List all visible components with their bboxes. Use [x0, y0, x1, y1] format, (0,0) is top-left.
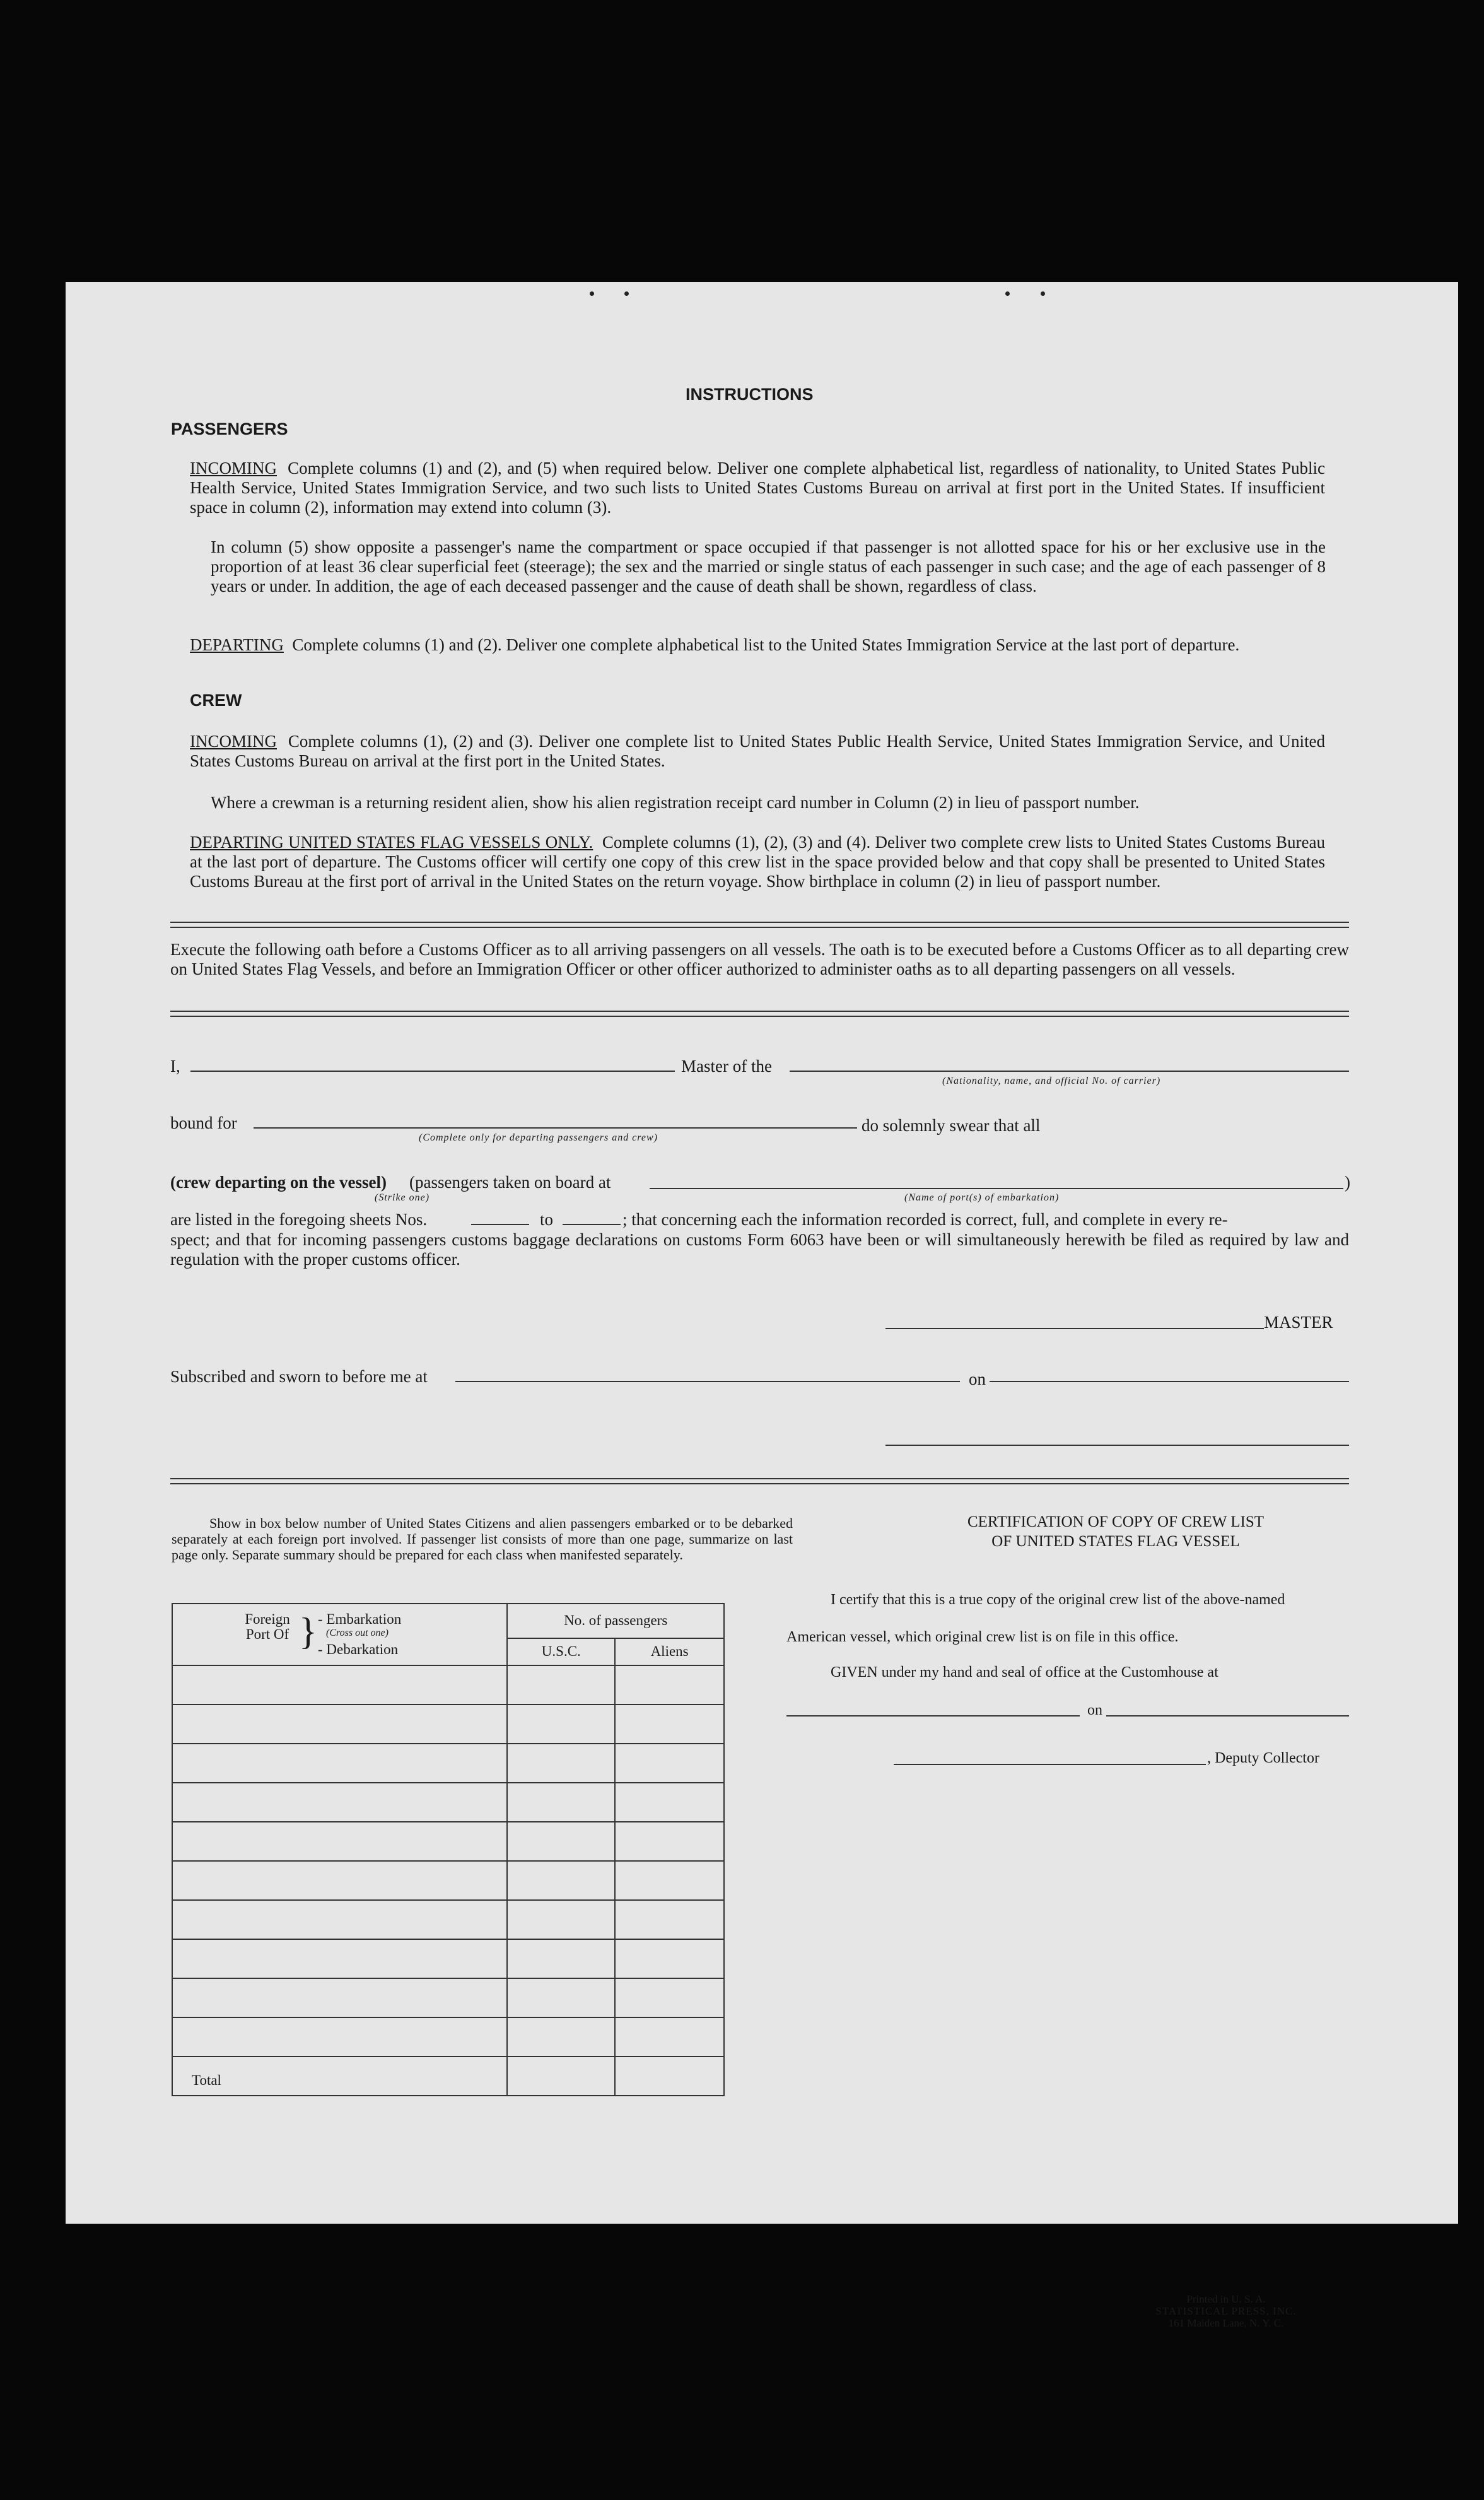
aliens-cell[interactable]	[615, 2017, 724, 2057]
aliens-header: Aliens	[615, 1638, 724, 1665]
port-cell[interactable]	[172, 1705, 507, 1744]
scan-speck	[1005, 291, 1010, 296]
passengers-incoming-paragraph	[190, 459, 1325, 517]
crew-departing-option[interactable]: (crew departing on the vessel)	[170, 1173, 387, 1192]
certification-title	[785, 1512, 1447, 1551]
embarkation-label: - Embarkation	[318, 1611, 402, 1627]
oath-i-label: I,	[170, 1057, 180, 1076]
foreign-port-of: Foreign Port Of	[245, 1611, 290, 1642]
aliens-cell[interactable]	[615, 1705, 724, 1744]
usc-cell[interactable]	[507, 1939, 615, 1978]
subscribed-label: Subscribed and sworn to before me at	[170, 1367, 428, 1386]
sworn-date-field[interactable]	[990, 1381, 1349, 1382]
crew-resident-paragraph: Where a crewman is a returning resident alien, show his alien registration receipt card number in Column (2) in lieu of passport number.	[211, 793, 1140, 812]
certification-on: on	[1087, 1702, 1102, 1718]
certification-text-1: I certify that this is a true copy of the original crew list of the above-named	[831, 1592, 1285, 1608]
table-row	[172, 1744, 724, 1783]
port-note: (Name of port(s) of embarkation)	[904, 1192, 1060, 1203]
sworn-place-field[interactable]	[455, 1381, 960, 1382]
crew-departing-label: DEPARTING UNITED STATES FLAG VESSELS ONLY.	[190, 833, 593, 852]
port-cell[interactable]	[172, 1744, 507, 1783]
usc-cell[interactable]	[507, 1900, 615, 1939]
scan-speck	[1041, 291, 1045, 296]
sheet-from-field[interactable]	[471, 1224, 529, 1225]
listed-text-a: are listed in the foregoing sheets Nos.	[170, 1210, 428, 1229]
double-rule	[170, 922, 1349, 928]
table-row	[172, 1939, 724, 1978]
listed-to: to	[540, 1210, 554, 1229]
passengers-taken-option[interactable]: (passengers taken on board at	[409, 1173, 611, 1192]
strike-note: (Strike one)	[375, 1192, 430, 1203]
scan-speck	[624, 291, 629, 296]
close-paren: )	[1345, 1173, 1350, 1192]
crew-incoming-paragraph	[190, 732, 1325, 771]
certification-title-1: CERTIFICATION OF COPY OF CREW LIST	[967, 1513, 1265, 1530]
certification-date-field[interactable]	[1106, 1715, 1349, 1717]
deputy-collector-label: , Deputy Collector	[1207, 1750, 1319, 1766]
usc-cell[interactable]	[507, 1744, 615, 1783]
port-cell[interactable]	[172, 1783, 507, 1822]
bound-note: (Complete only for departing passengers and crew)	[419, 1132, 658, 1143]
aliens-cell[interactable]	[615, 1978, 724, 2017]
usc-cell[interactable]	[507, 1783, 615, 1822]
port-cell[interactable]	[172, 2017, 507, 2057]
usc-cell[interactable]	[507, 1705, 615, 1744]
port-cell[interactable]	[172, 1978, 507, 2017]
swear-text: do solemnly swear that all	[862, 1116, 1041, 1135]
master-label: MASTER	[1264, 1313, 1333, 1332]
certification-title-2: OF UNITED STATES FLAG VESSEL	[991, 1533, 1240, 1550]
master-signature-field[interactable]	[885, 1328, 1264, 1329]
port-cell[interactable]	[172, 1822, 507, 1861]
aliens-cell[interactable]	[615, 1783, 724, 1822]
passengers-incoming-label: INCOMING	[190, 459, 277, 478]
passengers-departing-paragraph	[190, 635, 1325, 655]
passengers-departing-text: Complete columns (1) and (2). Deliver one complete alphabetical list to the United States Immigration Service at the last port of departure.	[292, 635, 1240, 654]
no-passengers-header: No. of passengers	[507, 1604, 724, 1638]
crew-incoming-label: INCOMING	[190, 732, 277, 751]
embarkation-port-field[interactable]	[650, 1188, 1343, 1189]
usc-header: U.S.C.	[507, 1638, 615, 1665]
table-row	[172, 1978, 724, 2017]
port-cell[interactable]	[172, 1939, 507, 1978]
table-row	[172, 1900, 724, 1939]
master-of-label: Master of the	[681, 1057, 772, 1076]
usc-cell[interactable]	[507, 1978, 615, 2017]
cross-out-note: (Cross out one)	[326, 1628, 389, 1638]
aliens-cell[interactable]	[615, 1822, 724, 1861]
double-rule	[170, 1011, 1349, 1017]
crew-heading: CREW	[190, 691, 242, 710]
passengers-departing-label: DEPARTING	[190, 635, 284, 654]
listed-text-b: ; that concerning each the information recorded is correct, full, and complete in every re-	[622, 1210, 1228, 1229]
usc-cell[interactable]	[507, 1861, 615, 1900]
sworn-on-label: on	[969, 1370, 986, 1388]
crew-departing-text: Complete columns (1), (2), (3) and (4). Deliver two complete crew lists to United States Customs Bureau at the last port of departure. The Customs officer will certify one copy of this crew list in the space provided below and that copy shall be presented to United States Customs Bureau at the first port of arrival in the United States on the return voyage. Show birthplace in column (2) in lieu of passport number.	[190, 833, 1326, 891]
aliens-cell[interactable]	[615, 1861, 724, 1900]
total-label: Total	[172, 2057, 507, 2096]
aliens-cell[interactable]	[615, 1744, 724, 1783]
aliens-cell[interactable]	[615, 1939, 724, 1978]
bound-for-field[interactable]	[254, 1127, 857, 1129]
table-row	[172, 1705, 724, 1744]
aliens-total-cell[interactable]	[615, 2057, 724, 2096]
certification-text-2: American vessel, which original crew list is on file in this office.	[786, 1629, 1179, 1645]
usc-cell[interactable]	[507, 1665, 615, 1705]
aliens-cell[interactable]	[615, 1665, 724, 1705]
debarkation-label: - Debarkation	[318, 1641, 399, 1657]
port-cell[interactable]	[172, 1861, 507, 1900]
table-row	[172, 1822, 724, 1861]
sheet-to-field[interactable]	[563, 1224, 621, 1225]
passenger-summary-table	[172, 1603, 725, 2096]
passengers-heading: PASSENGERS	[171, 420, 288, 438]
usc-total-cell[interactable]	[507, 2057, 615, 2096]
usc-cell[interactable]	[507, 2017, 615, 2057]
usc-cell[interactable]	[507, 1822, 615, 1861]
port-cell[interactable]	[172, 1900, 507, 1939]
crew-incoming-text: Complete columns (1), (2) and (3). Deliver one complete list to United States Public Health Service, United States Immigration Service, and United States Customs Bureau on arrival at the first port in the United States.	[190, 732, 1325, 770]
passengers-incoming-text: Complete columns (1) and (2), and (5) when required below. Deliver one complete alphabetical list, regardless of nationality, to United States Public Health Service, United States Immigration Service, and two such lists to United States Customs Bureau on arrival at first port in the United States. If insufficient space in column (2), information may extend into column (3).	[190, 459, 1325, 517]
double-rule	[170, 1478, 1349, 1484]
foreign-port-header	[172, 1604, 507, 1665]
total-row	[172, 2057, 724, 2096]
crew-departing-paragraph	[190, 833, 1325, 891]
table-row	[172, 2017, 724, 2057]
table-row	[172, 1783, 724, 1822]
printer-line-2: STATISTICAL PRESS, INC.	[1155, 2305, 1297, 2317]
table-row	[172, 1665, 724, 1705]
listed-text-c: spect; and that for incoming passengers customs baggage declarations on customs Form 6063 have been or will simultaneously herewith be filed as required by law and regulation with the proper customs officer.	[170, 1230, 1349, 1269]
printer-line-1: Printed in U. S. A.	[1186, 2293, 1266, 2305]
carrier-field[interactable]	[790, 1071, 1349, 1072]
master-name-field[interactable]	[190, 1071, 675, 1072]
box-instruction: Show in box below number of United States Citizens and alien passengers embarked or to be debarked separately at each foreign port involved. If passenger list consists of more than one page, summarize on last page only. Separate summary should be prepared for each class when manifested separately.	[172, 1515, 793, 1563]
aliens-cell[interactable]	[615, 1900, 724, 1939]
brace-icon: }	[299, 1611, 317, 1652]
officer-signature-field[interactable]	[885, 1445, 1349, 1446]
column5-paragraph: In column (5) show opposite a passenger's name the compartment or space occupied if that passenger is not allotted space for his or her exclusive use in the proportion of at least 36 clear superficial feet (steerage); the sex and the married or single status of each passenger in such case; and the age of each passenger of 8 years or under. In addition, the age of each deceased passenger and the cause of death shall be shown, regardless of class.	[211, 537, 1326, 596]
certification-given: GIVEN under my hand and seal of office at the Customhouse at	[831, 1664, 1218, 1681]
oath-instruction: Execute the following oath before a Customs Officer as to all arriving passengers on all vessels. The oath is to be executed before a Customs Officer as to all departing crew on United States Flag Vessels, and before an Immigration Officer or other officer authorized to administer oaths as to all departing passengers on all vessels.	[170, 940, 1349, 978]
scan-speck	[590, 291, 594, 296]
printer-imprint	[1106, 2293, 1346, 2329]
table-row	[172, 1861, 724, 1900]
printer-line-3: 161 Maiden Lane, N. Y. C.	[1168, 2317, 1284, 2329]
carrier-note: (Nationality, name, and official No. of carrier)	[942, 1076, 1161, 1086]
port-cell[interactable]	[172, 1665, 507, 1705]
instructions-title: INSTRUCTIONS	[686, 385, 814, 404]
bound-for-label: bound for	[170, 1113, 237, 1132]
customhouse-field[interactable]	[786, 1715, 1080, 1717]
deputy-signature-field[interactable]	[894, 1764, 1206, 1765]
